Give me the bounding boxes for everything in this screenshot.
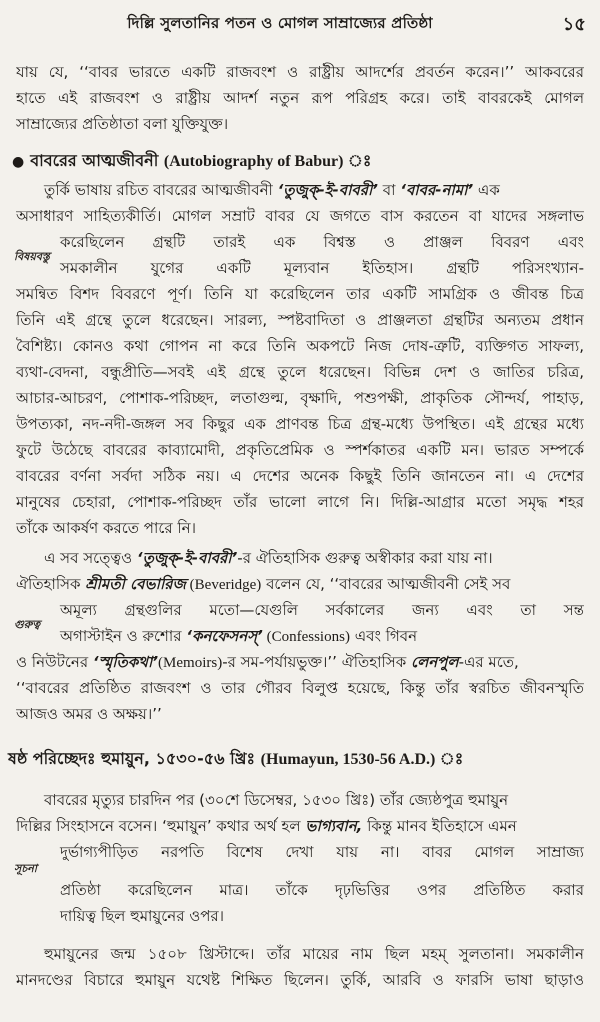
text-line: মানুষের চেহারা, পোশাক-পরিচ্ছদ তাঁর ভালো লাগে নি। দিল্লি-আগ্রার মতো সমৃদ্ধ শহর	[16, 493, 584, 511]
text-line: ফুটে উঠেছে বাবরের কাব্যামোদী, প্রকৃতিপ্রেমিক ও স্পর্শকাতর একটি মন। ভারত সম্পর্কে	[16, 441, 584, 459]
text-line: অসাধারণ সাহিত্যকীর্তি। মোগল সম্রাট বাবর যে জগতে বাস করতেন বা যাদের সঙ্গলাভ	[16, 207, 584, 225]
text-line: অমূল্য গ্রন্থগুলির মতো—যেগুলি সর্বকালের জন্য এবং তা সন্ত	[60, 601, 584, 619]
text-line: ব্যথা-বেদনা, বন্ধুপ্রীতি—সবই এই গ্রন্থে তুলে ধরেছেন। বিভিন্ন দেশ ও জাতির চরিত্র,	[16, 363, 584, 381]
text-line: যায় যে, ‘‘বাবর ভারতে একটি রাজবংশ ও রাষ্ট্রীয় আদর্শের প্রবর্তন করেন।’’ আকবরের	[16, 63, 584, 81]
text-line: বাবরের মৃত্যুর চারদিন পর (৩০শে ডিসেম্বর, ১৫৩০ খ্রিঃ) তাঁর জ্যেষ্ঠপুত্র হুমায়ুন	[44, 791, 509, 809]
text-line: হুমায়ুনের জন্ম ১৫০৮ খ্রিস্টাব্দে। তাঁর মায়ের নাম ছিল মহম্ সুলতানা। সমকালীন	[44, 945, 584, 963]
text-line: মানদণ্ডের বিচারে হুমায়ুন যথেষ্ট শিক্ষিত ছিলেন। তুর্কি, আরবি ও ফারসি ভাষা ছাড়াও	[16, 971, 584, 989]
section-heading-autobiography	[12, 150, 592, 173]
book-title: ‘স্মৃতিকথা’	[92, 653, 159, 671]
text-run: কিন্তু মানব ইতিহাসে এমন	[362, 817, 517, 835]
text-line: আচার-আচরণ, পোশাক-পরিচ্ছদ, লতাগুল্ম, বৃক্ষাদি, পশুপক্ষী, প্রাকৃতিক সৌন্দর্য, পাহাড়,	[16, 389, 584, 407]
text-run: এ সব সত্ত্বেও	[44, 549, 137, 567]
text-line: দায়িত্ব ছিল হুমায়ুনের ওপর।	[60, 907, 225, 925]
text-run: দিল্লির সিংহাসনে বসেন। ‘হুমায়ুন’ কথার অর্থ হল	[16, 817, 306, 835]
heading-bn: বাবরের আত্মজীবনী	[30, 151, 159, 170]
margin-note-content: বিষয়বস্তু	[14, 250, 50, 263]
text-line: বৈশিষ্ট্য। কোনও কথা গোপন না করে তিনি অকপটে নিজ দোষ-ত্রুটি, ব্যক্তিগত সাফল্য,	[16, 337, 584, 355]
text-run: বা	[378, 181, 401, 199]
text-line: উপত্যকা, নদ-নদী-জঙ্গল সব কিছুর এক প্রাণবন্ত চিত্র গ্রন্থ-মধ্যে উপস্থিত। এই গ্রন্থের মধ্যে	[16, 415, 584, 433]
text-line: সমন্বিত বিশদ বিবরণে পূর্ণ। তিনি যা করেছিলেন তার একটি সামগ্রিক ও জীবন্ত চিত্র	[16, 285, 584, 303]
bullet-icon: ●	[12, 154, 25, 170]
text-run: -র সম-পর্যায়ভুক্ত।’’ ঐতিহাসিক	[222, 653, 411, 671]
text-run: তুর্কি ভাষায় রচিত বাবরের আত্মজীবনী	[44, 181, 278, 199]
text-line	[16, 816, 584, 836]
section-heading-humayun	[8, 748, 588, 771]
text-line: করেছিলেন গ্রন্থটি তারই এক বিশ্বস্ত ও প্রাঞ্জল বিবরণ এবং	[60, 233, 584, 251]
text-line: বাবরের বর্ণনা সর্বদা সঠিক নয়। এ দেশের অনেক কিছুই তিনি জানতেন না। এ দেশের	[16, 467, 584, 485]
text-line: সাম্রাজ্যের প্রতিষ্ঠাতা বলা যুক্তিযুক্ত।	[16, 115, 229, 133]
text-line: তাঁকে আকর্ষণ করতে পারে নি।	[16, 519, 196, 537]
text-run: ঐতিহাসিক	[16, 575, 86, 593]
heading-en: (Autobiography of Babur)	[163, 153, 344, 170]
margin-note-importance: গুরুত্ব	[14, 618, 41, 631]
text-run: অগাস্টাইন ও রুশোর	[60, 627, 187, 645]
emphasis: ভাগ্যবান,	[305, 817, 363, 835]
chapter-title: দিল্লি সুলতানির পতন ও মোগল সাম্রাজ্যের প্রতিষ্ঠা	[127, 14, 433, 32]
text-line: হাতে এই রাজবংশ ও রাষ্ট্রীয় আদর্শ নতুন রূপ পরিগ্রহ করে। তাই বাবরকেই মোগল	[16, 89, 584, 107]
heading-bn: ষষ্ঠ পরিচ্ছেদঃ হুমায়ুন, ১৫৩০-৫৬ খ্রিঃ	[8, 749, 256, 768]
book-title: ‘তুজুক্-ই-বাবরী’	[277, 181, 379, 199]
text-line	[16, 548, 584, 568]
text-run: এক	[473, 181, 500, 199]
text-run-en: (Beveridge)	[185, 577, 262, 593]
person-name: শ্রীমতী বেভারিজ	[85, 575, 186, 593]
running-header	[0, 8, 600, 44]
text-line	[16, 180, 584, 200]
book-title: ‘বাবর-নামা’	[400, 181, 474, 199]
book-title: ‘তুজুক্-ই-বাবরী’	[136, 549, 238, 567]
text-line: আজও অমর ও অক্ষয়।’’	[16, 705, 162, 723]
text-line: প্রতিষ্ঠা করেছিলেন মাত্র। তাঁকে দৃঢ়ভিত্তির ওপর প্রতিষ্ঠিত করার	[60, 881, 584, 899]
text-run: ও নিউটনের	[16, 653, 93, 671]
text-run: -র ঐতিহাসিক গুরুত্ব অস্বীকার করা যায় না।	[237, 549, 493, 567]
text-line: সমকালীন যুগের একটি মূল্যবান ইতিহাস। গ্রন্থটি পরিসংখ্যান-	[60, 259, 584, 277]
text-run: -এর মতে,	[458, 653, 519, 671]
text-line: ‘‘বাবরের প্রতিষ্ঠিত রাজবংশ ও তার গৌরব বিলুপ্ত হয়েছে, কিন্তু তাঁর স্বরচিত জীবনস্মৃতি	[16, 679, 584, 697]
margin-note-introduction: সূচনা	[14, 862, 37, 875]
page-number: ১৫	[562, 14, 586, 35]
text-line: তিনি এই গ্রন্থে তুলে ধরেছেন। সারল্য, স্পষ্টবাদিতা ও প্রাঞ্জলতা গ্রন্থটির অন্যতম প্রধান	[16, 311, 584, 329]
text-line: দুর্ভাগ্যপীড়িত নরপতি বিশেষ দেখা যায় না। বাবর মোগল সাম্রাজ্য	[60, 843, 584, 861]
text-run: বলেন যে, ‘‘বাবরের আত্মজীবনী সেই সব	[261, 575, 511, 593]
heading-en: (Humayun, 1530-56 A.D.)	[260, 751, 436, 768]
text-line	[16, 626, 584, 647]
book-title: ‘কনফেসনস্’	[186, 627, 263, 645]
text-run-en: (Memoirs)	[158, 655, 223, 671]
text-line	[16, 652, 584, 673]
text-run: এবং গিবন	[349, 627, 418, 645]
person-name: লেনপুল	[411, 653, 459, 671]
text-run-en: (Confessions)	[262, 629, 350, 645]
text-line	[16, 574, 584, 595]
